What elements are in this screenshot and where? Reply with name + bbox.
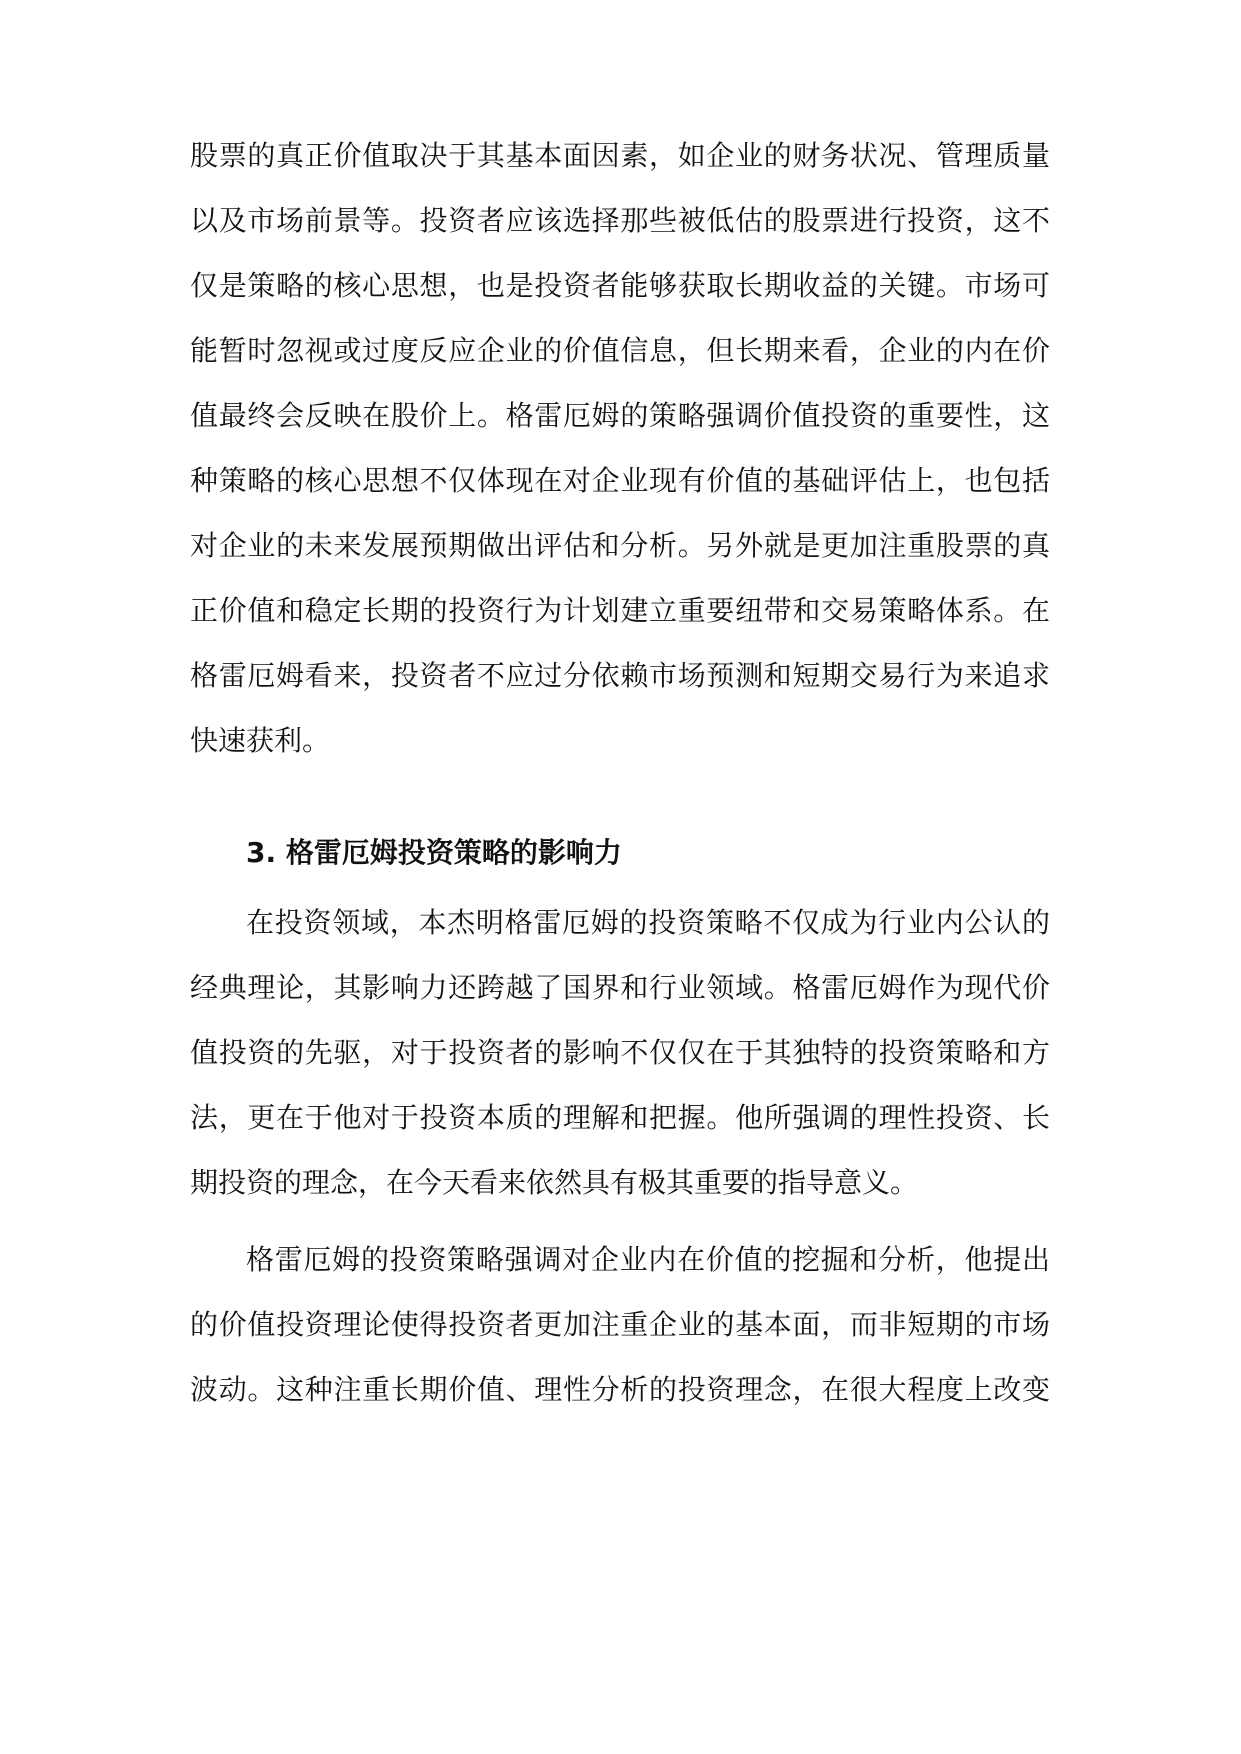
paragraph-3-line-3: 波动。这种注重长期价值、理性分析的投资理念，在很大程度上改变	[190, 1373, 1050, 1406]
paragraph-2-line-3: 值投资的先驱，对于投资者的影响不仅仅在于其独特的投资策略和方	[190, 1036, 1050, 1069]
paragraph-3-line-2: 的价值投资理论使得投资者更加注重企业的基本面，而非短期的市场	[190, 1308, 1050, 1341]
paragraph-1-line-8: 正价值和稳定长期的投资行为计划建立重要纽带和交易策略体系。在	[190, 594, 1050, 627]
paragraph-1-line-7: 对企业的未来发展预期做出评估和分析。另外就是更加注重股票的真	[190, 529, 1050, 562]
paragraph-1-line-2: 以及市场前景等。投资者应该选择那些被低估的股票进行投资，这不	[190, 204, 1050, 237]
paragraph-1-line-3: 仅是策略的核心思想，也是投资者能够获取长期收益的关键。市场可	[190, 269, 1050, 302]
paragraph-3-line-1: 格雷厄姆的投资策略强调对企业内在价值的挖掘和分析，他提出	[246, 1243, 1050, 1276]
paragraph-2-line-1: 在投资领域，本杰明格雷厄姆的投资策略不仅成为行业内公认的	[246, 906, 1050, 939]
paragraph-2-line-5: 期投资的理念，在今天看来依然具有极其重要的指导意义。	[190, 1166, 919, 1199]
paragraph-1-line-10: 快速获利。	[190, 724, 331, 757]
section-3-heading: 3. 格雷厄姆投资策略的影响力	[246, 836, 622, 869]
paragraph-2-line-2: 经典理论，其影响力还跨越了国界和行业领域。格雷厄姆作为现代价	[190, 971, 1050, 1004]
paragraph-1-line-5: 值最终会反映在股价上。格雷厄姆的策略强调价值投资的重要性，这	[190, 399, 1050, 432]
paragraph-1-line-9: 格雷厄姆看来，投资者不应过分依赖市场预测和短期交易行为来追求	[190, 659, 1050, 692]
paragraph-1-line-4: 能暂时忽视或过度反应企业的价值信息，但长期来看，企业的内在价	[190, 334, 1050, 367]
paragraph-1-line-6: 种策略的核心思想不仅体现在对企业现有价值的基础评估上，也包括	[190, 464, 1050, 497]
paragraph-1-line-1: 股票的真正价值取决于其基本面因素，如企业的财务状况、管理质量	[190, 139, 1050, 172]
paragraph-2-line-4: 法，更在于他对于投资本质的理解和把握。他所强调的理性投资、长	[190, 1101, 1050, 1134]
